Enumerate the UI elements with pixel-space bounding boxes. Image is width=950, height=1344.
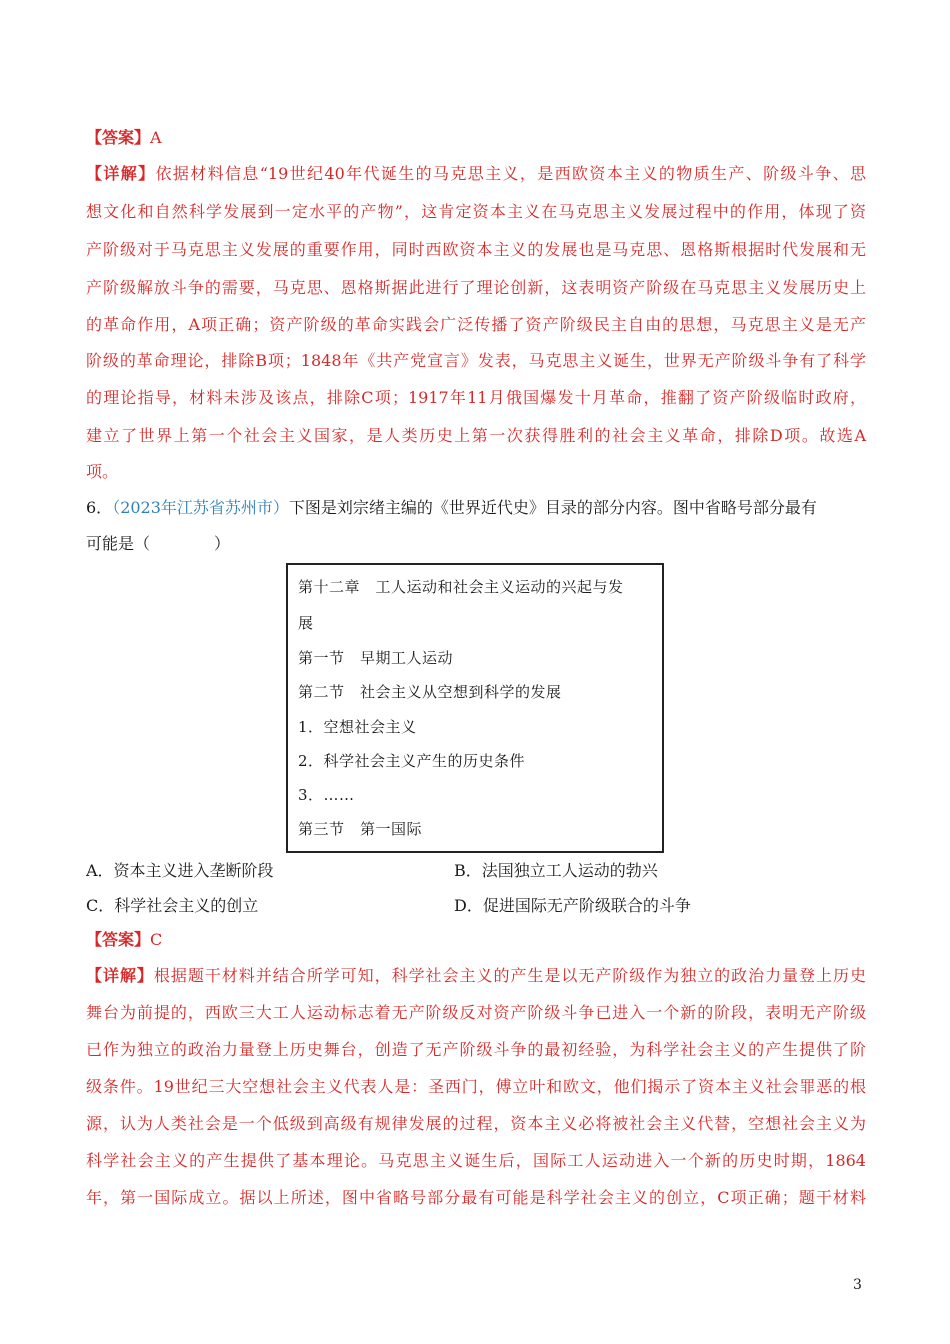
q6-detail-line-3: 已作为独立的政治力量登上历史舞台，创造了无产阶级斗争的最初经验，为科学社会主义的产生提供了阶 bbox=[86, 1040, 866, 1059]
q6-detail-line-4: 级条件。19世纪三大空想社会主义代表人是：圣西门，傅立叶和欧文，他们揭示了资本主义社会罪恶的根 bbox=[86, 1077, 866, 1096]
q5-detail-line-6: 阶级的革命理论，排除B项；1848年《共产党宣言》发表，马克思主义诞生，世界无产阶级斗争有了科学 bbox=[86, 351, 866, 370]
q6-detail-line-7: 年，第一国际成立。据以上所述，图中省略号部分最有可能是科学社会主义的创立，C项正确；题干材料 bbox=[86, 1188, 866, 1207]
toc-line-chapter-cont: 展 bbox=[298, 614, 314, 632]
toc-line-item-1: 1．空想社会主义 bbox=[298, 718, 417, 736]
page-number: 3 bbox=[853, 1277, 862, 1293]
q6-answer-label: 【答案】 bbox=[86, 930, 151, 949]
q6-detail-line-5: 源，认为人类社会是一个低级到高级有规律发展的过程，资本主义必将被社会主义代替，空想社会主义为 bbox=[86, 1114, 866, 1133]
toc-line-chapter: 第十二章 工人运动和社会主义运动的兴起与发 bbox=[298, 578, 624, 596]
toc-line-section-3: 第三节 第一国际 bbox=[298, 820, 423, 838]
toc-line-section-2: 第二节 社会主义从空想到科学的发展 bbox=[298, 683, 562, 701]
toc-box bbox=[286, 563, 664, 853]
q5-detail-text: 依据材料信息“19世纪40年代诞生的马克思主义，是西欧资本主义的物质生产、阶级斗争、思 bbox=[155, 164, 866, 183]
toc-line-item-2: 2．科学社会主义产生的历史条件 bbox=[298, 752, 526, 770]
q6-answer bbox=[86, 930, 866, 950]
option-a: A．资本主义进入垄断阶段 bbox=[86, 861, 274, 880]
q5-detail-label: 【详解】 bbox=[86, 164, 156, 183]
q6-detail-label: 【详解】 bbox=[86, 966, 154, 985]
q5-detail-line-5: 的革命作用，A项正确；资产阶级的革命实践会广泛传播了资产阶级民主自由的思想，马克思主义是无产 bbox=[86, 315, 866, 334]
q6-detail-line-2: 舞台为前提的，西欧三大工人运动标志着无产阶级反对资产阶级斗争已进入一个新的阶段，表明无产阶级 bbox=[86, 1003, 866, 1022]
q6-number: 6． bbox=[86, 498, 113, 517]
q5-detail-line-2: 想文化和自然科学发展到一定水平的产物”，这肯定资本主义在马克思主义发展过程中的作用，体现了资 bbox=[86, 202, 866, 221]
toc-line-section-1: 第一节 早期工人运动 bbox=[298, 649, 454, 667]
toc-line-item-3: 3．…… bbox=[298, 786, 355, 804]
q5-detail-line-1 bbox=[86, 164, 866, 184]
q5-answer-value: A bbox=[150, 128, 162, 147]
q6-answer-value: C bbox=[150, 930, 163, 949]
q6-stem: 下图是刘宗绪主编的《世界近代史》目录的部分内容。图中省略号部分最有 bbox=[288, 498, 817, 517]
q5-detail-line-8: 建立了世界上第一个社会主义国家，是人类历史上第一次获得胜利的社会主义革命，排除D项。故选A bbox=[86, 426, 866, 445]
q5-detail-line-4: 产阶级解放斗争的需要，马克思、恩格斯据此进行了理论创新，这表明资产阶级在马克思主义发展历史上 bbox=[86, 278, 866, 297]
q5-answer bbox=[86, 128, 866, 148]
q5-detail-line-3: 产阶级对于马克思主义发展的重要作用，同时西欧资本主义的发展也是马克思、恩格斯根据时代发展和无 bbox=[86, 240, 866, 259]
q6-detail-text: 根据题干材料并结合所学可知，科学社会主义的产生是以无产阶级作为独立的政治力量登上历史 bbox=[153, 966, 866, 985]
q5-detail-line-7: 的理论指导，材料未涉及该点，排除C项；1917年11月俄国爆发十月革命，推翻了资产阶级临时政府， bbox=[86, 388, 866, 407]
q6-detail-line-1 bbox=[86, 966, 866, 986]
q6-stem-line-1 bbox=[86, 498, 866, 518]
q5-answer-label: 【答案】 bbox=[86, 128, 151, 147]
q6-stem-line-2: 可能是（ ） bbox=[86, 534, 231, 553]
option-c: C．科学社会主义的创立 bbox=[86, 896, 259, 915]
q5-detail-line-9: 项。 bbox=[86, 462, 119, 481]
q6-detail-line-6: 科学社会主义的产生提供了基本理论。马克思主义诞生后，国际工人运动进入一个新的历史时期，1864 bbox=[86, 1151, 866, 1170]
option-d: D．促进国际无产阶级联合的斗争 bbox=[454, 896, 691, 915]
q6-source: （2023年江苏省苏州市） bbox=[112, 498, 289, 517]
option-b: B．法国独立工人运动的勃兴 bbox=[454, 861, 658, 880]
